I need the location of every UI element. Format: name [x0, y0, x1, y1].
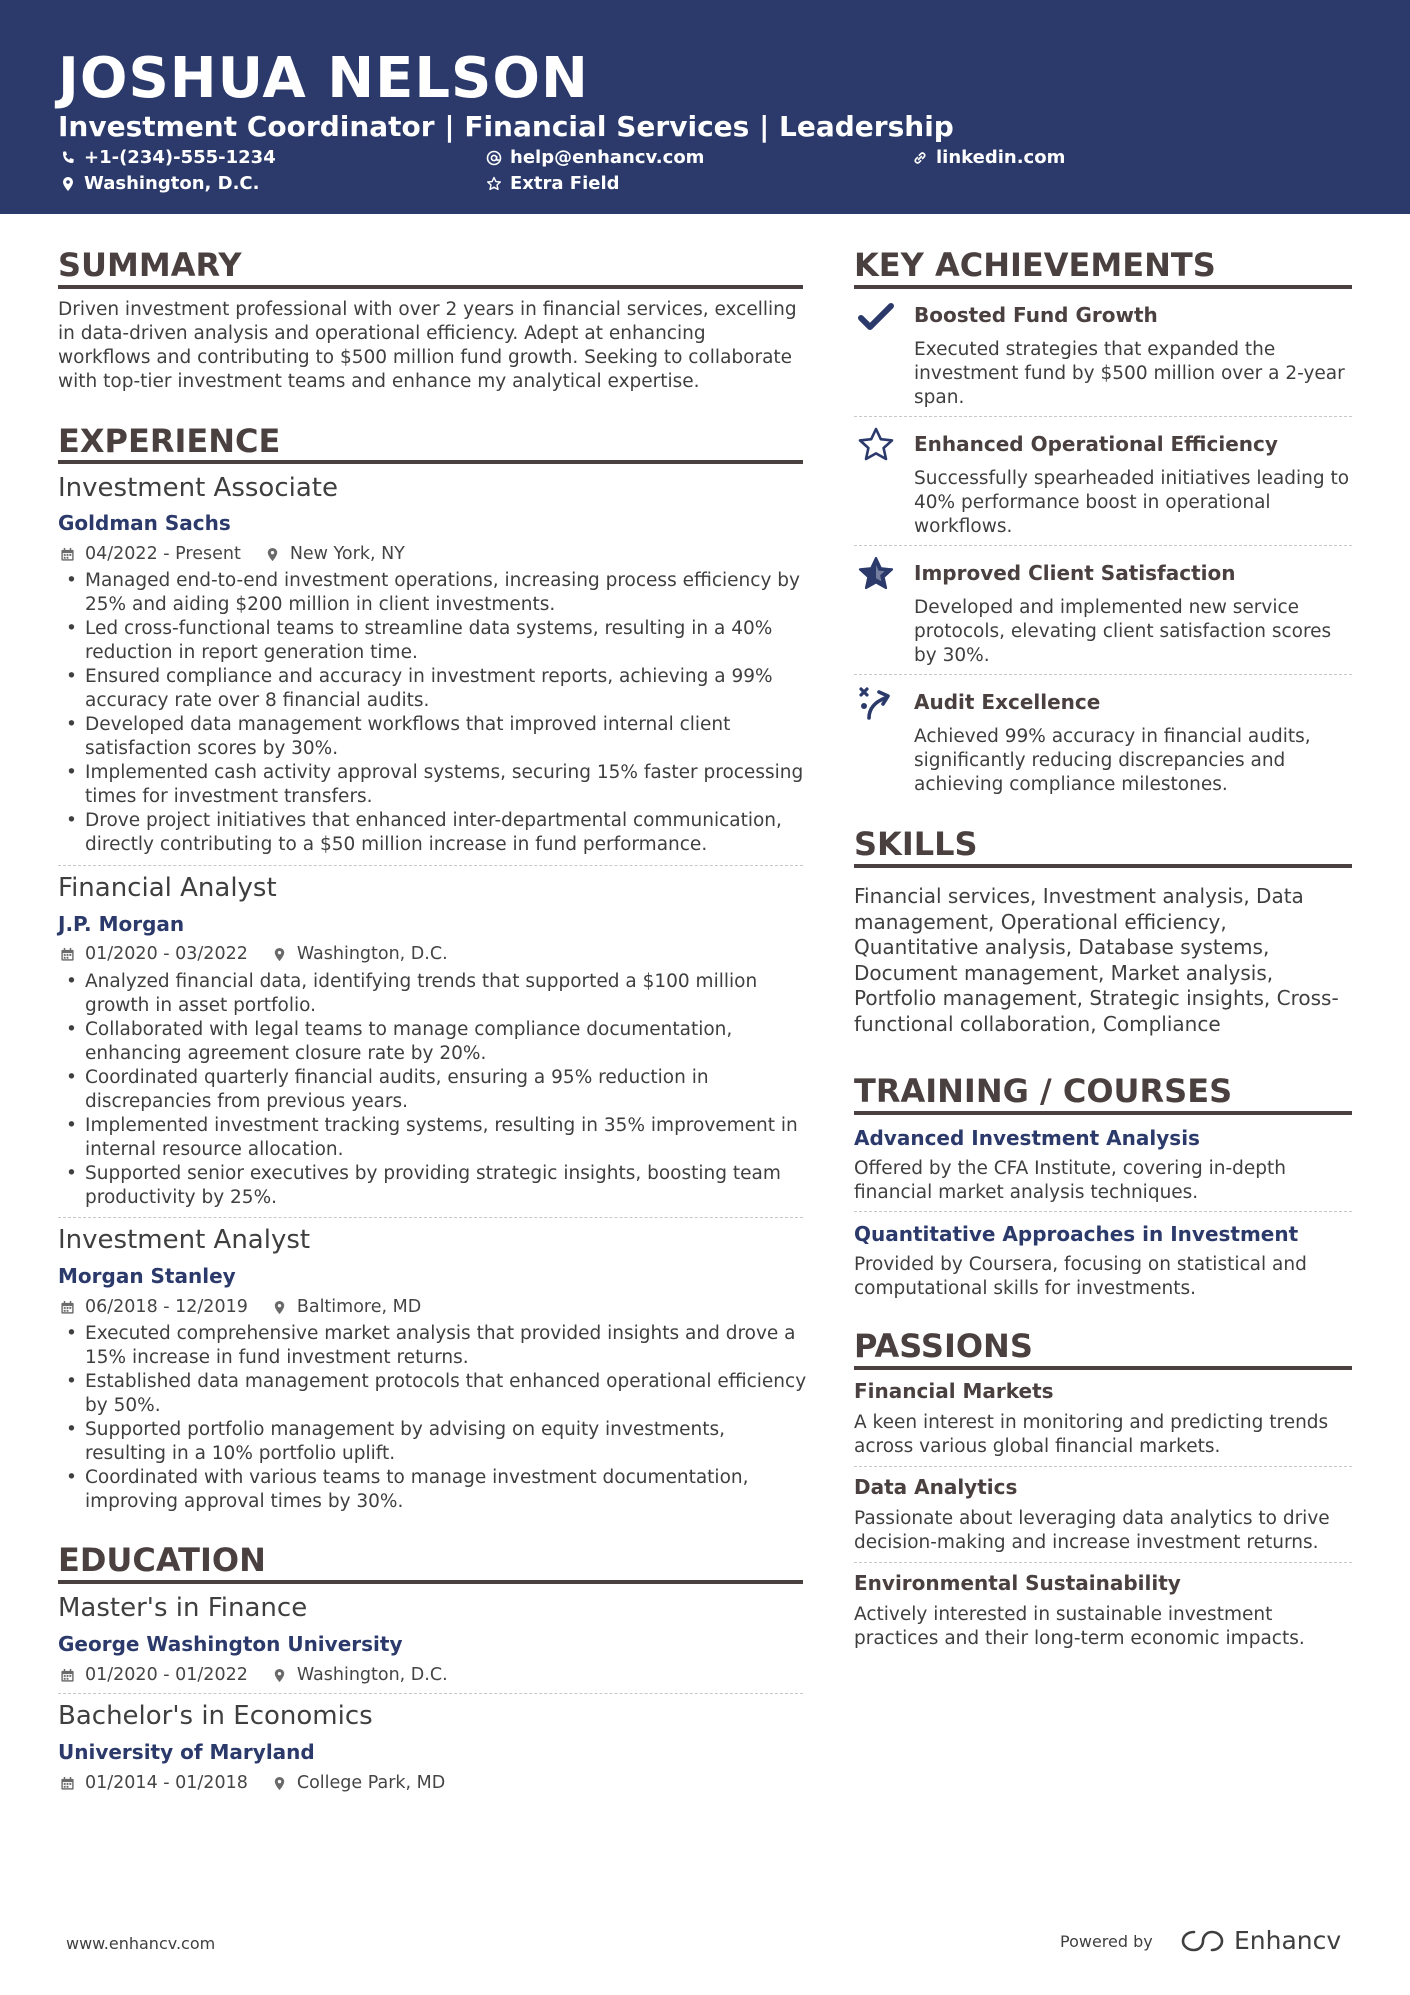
summary-text: Driven investment professional with over 2 years in financial services, excelling in data-driven analysis and operational efficiency. Adept at enhancing workflows and contributing to $500 million fund growth. Seeking to collaborate with top-tier investment teams and enhance my analytical expertise. — [58, 299, 797, 392]
job-company: Morgan Stanley — [58, 1264, 236, 1288]
education-degree: Master's in Finance — [58, 1593, 308, 1623]
list-item: • Collaborated with legal teams to manage compliance documentation, enhancing agreement closure rate by 20%. — [58, 1018, 808, 1066]
achievement-desc: Developed and implemented new service protocols, elevating client satisfaction scores by 30%. — [914, 597, 1332, 666]
job-meta: 01/2020 - 03/2022 Washington, D.C. — [60, 943, 448, 965]
phone-icon — [60, 150, 76, 166]
list-item: • Coordinated with various teams to manage investment documentation, improving approval times by 30%. — [58, 1466, 808, 1514]
location-pin-icon — [265, 547, 280, 562]
education-school: University of Maryland — [58, 1740, 315, 1764]
course-desc: Provided by Coursera, focusing on statistical and computational skills for investments. — [854, 1254, 1307, 1299]
skills-heading: SKILLS — [854, 825, 978, 863]
passion-desc: Actively interested in sustainable investment practices and their long-term economic impacts. — [854, 1604, 1305, 1649]
education-rule — [58, 1580, 803, 1584]
passion-title: Data Analytics — [854, 1475, 1018, 1499]
enhancv-logo-icon — [1180, 1928, 1226, 1954]
location-pin-icon — [272, 1300, 287, 1315]
candidate-name: JOSHUA NELSON — [58, 46, 589, 111]
passion-desc: Passionate about leveraging data analytics to drive decision-making and increase investment returns. — [854, 1508, 1330, 1553]
list-item: • Supported portfolio management by advising on equity investments, resulting in a 10% portfolio uplift. — [58, 1418, 808, 1466]
contact-extra: Extra Field — [486, 172, 620, 196]
summary-rule — [58, 285, 803, 289]
strategy-icon — [857, 684, 895, 722]
divider — [854, 1562, 1352, 1563]
resume-header — [0, 0, 1410, 214]
link-icon — [912, 150, 928, 166]
experience-rule — [58, 460, 803, 464]
job-meta: 04/2022 - Present New York, NY — [60, 543, 405, 565]
star-icon — [486, 176, 502, 192]
passions-rule — [854, 1366, 1352, 1370]
achievement-title: Improved Client Satisfaction — [914, 561, 1236, 585]
training-rule — [854, 1111, 1352, 1115]
footer-website-link[interactable]: www.enhancv.com — [66, 1934, 216, 1953]
star-filled-icon — [857, 555, 895, 593]
list-item: • Implemented cash activity approval systems, securing 15% faster processing times for investment transfers. — [58, 761, 808, 809]
achievements-rule — [854, 285, 1352, 289]
location-pin-icon — [60, 176, 76, 192]
contact-website[interactable]: linkedin.com — [912, 146, 1065, 170]
list-item: • Analyzed financial data, identifying trends that supported a $100 million growth in asset portfolio. — [58, 970, 808, 1018]
education-heading: EDUCATION — [58, 1541, 266, 1579]
achievement-desc: Achieved 99% accuracy in financial audits, significantly reducing discrepancies and achieving compliance milestones. — [914, 726, 1311, 795]
course-desc: Offered by the CFA Institute, covering in-depth financial market analysis techniques. — [854, 1158, 1286, 1203]
divider — [854, 674, 1352, 675]
divider — [854, 1211, 1352, 1212]
list-item: • Drove project initiatives that enhanced inter-departmental communication, directly contributing to a $50 million increase in fund performance. — [58, 809, 808, 857]
passion-desc: A keen interest in monitoring and predicting trends across various global financial markets. — [854, 1412, 1329, 1457]
candidate-tagline: Investment Coordinator | Financial Services | Leadership — [58, 110, 954, 143]
job-bullets — [58, 970, 808, 1210]
education-degree: Bachelor's in Economics — [58, 1701, 373, 1731]
contact-email[interactable]: help@enhancv.com — [486, 146, 704, 170]
calendar-icon — [60, 947, 75, 962]
divider — [58, 865, 803, 866]
achievement-desc: Executed strategies that expanded the investment fund by $500 million over a 2-year span. — [914, 339, 1345, 408]
divider — [854, 1466, 1352, 1467]
education-school: George Washington University — [58, 1632, 403, 1656]
job-company: Goldman Sachs — [58, 511, 231, 535]
checkmark-icon — [857, 298, 895, 336]
list-item: • Developed data management workflows that improved internal client satisfaction scores by 30%. — [58, 713, 808, 761]
job-meta: 06/2018 - 12/2019 Baltimore, MD — [60, 1296, 421, 1318]
divider — [854, 416, 1352, 417]
training-heading: TRAINING / COURSES — [854, 1072, 1233, 1110]
divider — [854, 545, 1352, 546]
achievement-title: Audit Excellence — [914, 690, 1101, 714]
list-item: • Established data management protocols that enhanced operational efficiency by 50%. — [58, 1370, 808, 1418]
location-pin-icon — [272, 947, 287, 962]
summary-heading: SUMMARY — [58, 246, 242, 284]
star-outline-icon — [857, 426, 895, 464]
achievements-heading: KEY ACHIEVEMENTS — [854, 246, 1216, 284]
calendar-icon — [60, 1776, 75, 1791]
experience-heading: EXPERIENCE — [58, 422, 281, 460]
achievement-desc: Successfully spearheaded initiatives leading to 40% performance boost in operational workflows. — [914, 468, 1350, 537]
list-item: • Ensured compliance and accuracy in investment reports, achieving a 99% accuracy rate over 8 financial audits. — [58, 665, 808, 713]
contact-location: Washington, D.C. — [60, 172, 259, 196]
achievement-title: Enhanced Operational Efficiency — [914, 432, 1278, 456]
job-bullets — [58, 1322, 808, 1514]
list-item: • Supported senior executives by providing strategic insights, boosting team productivity by 25%. — [58, 1162, 808, 1210]
list-item: • Implemented investment tracking systems, resulting in 35% improvement in internal resource allocation. — [58, 1114, 808, 1162]
location-pin-icon — [272, 1776, 287, 1791]
passion-title: Financial Markets — [854, 1379, 1054, 1403]
footer-powered-by: Powered by — [1060, 1932, 1153, 1951]
passions-heading: PASSIONS — [854, 1327, 1033, 1365]
contact-phone: +1-(234)-555-1234 — [60, 146, 276, 170]
education-meta: 01/2020 - 01/2022 Washington, D.C. — [60, 1664, 448, 1686]
job-role: Investment Associate — [58, 473, 338, 503]
location-pin-icon — [272, 1668, 287, 1683]
enhancv-logo[interactable]: Enhancv — [1180, 1925, 1341, 1957]
education-meta: 01/2014 - 01/2018 College Park, MD — [60, 1772, 445, 1794]
list-item: • Managed end-to-end investment operations, increasing process efficiency by 25% and aiding $200 million in client investments. — [58, 569, 808, 617]
course-title: Advanced Investment Analysis — [854, 1126, 1200, 1150]
skills-rule — [854, 864, 1352, 868]
passion-title: Environmental Sustainability — [854, 1571, 1181, 1595]
job-role: Investment Analyst — [58, 1225, 311, 1255]
calendar-icon — [60, 547, 75, 562]
calendar-icon — [60, 1668, 75, 1683]
list-item: • Led cross-functional teams to streamline data systems, resulting in a 40% reduction in report generation time. — [58, 617, 808, 665]
divider — [58, 1217, 803, 1218]
skills-list: Financial services, Investment analysis, Data management, Operational efficiency, Quantitative analysis, Database systems, Document management, Market analysis, Portfolio management, Strategic insights, Cross-functional collaboration, Compliance — [854, 884, 1339, 1036]
divider — [58, 1693, 803, 1694]
list-item: • Executed comprehensive market analysis that provided insights and drove a 15% increase in fund investment returns. — [58, 1322, 808, 1370]
job-role: Financial Analyst — [58, 873, 277, 903]
job-company: J.P. Morgan — [58, 912, 185, 936]
list-item: • Coordinated quarterly financial audits, ensuring a 95% reduction in discrepancies from previous years. — [58, 1066, 808, 1114]
job-bullets — [58, 569, 808, 857]
calendar-icon — [60, 1300, 75, 1315]
achievement-title: Boosted Fund Growth — [914, 303, 1158, 327]
course-title: Quantitative Approaches in Investment — [854, 1222, 1299, 1246]
at-icon — [486, 150, 502, 166]
